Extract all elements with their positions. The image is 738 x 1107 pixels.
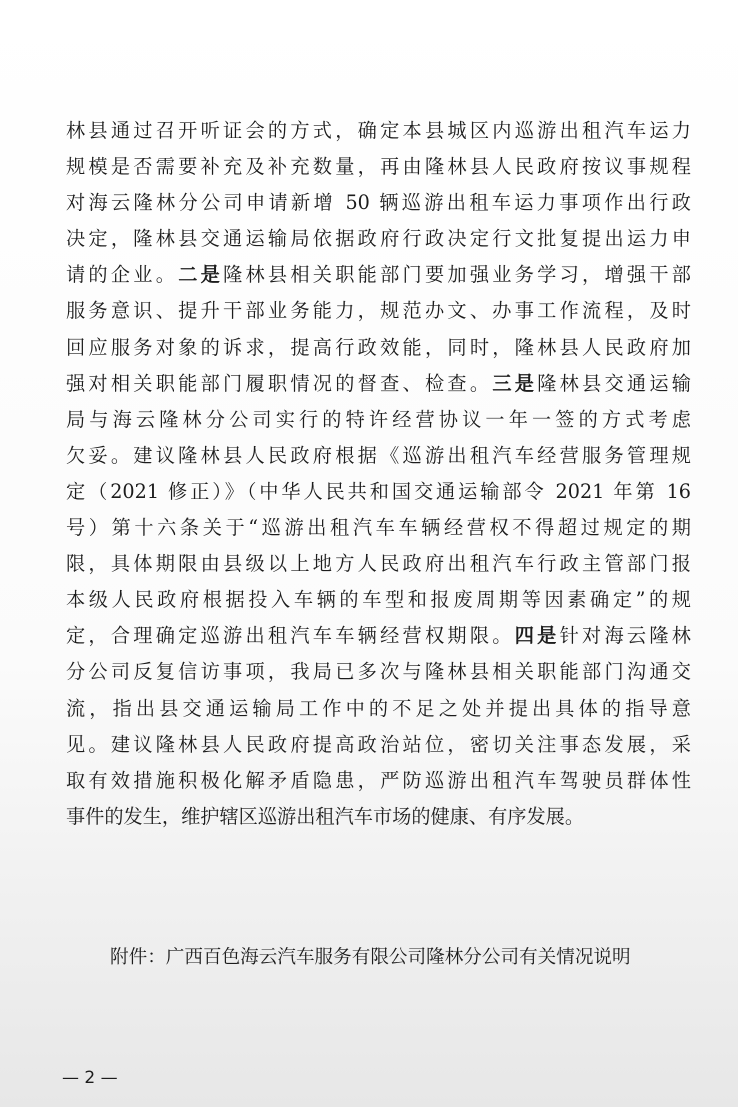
page-number: — 2 — <box>62 1068 118 1088</box>
text-line: 号）第十六条关于“巡游出租汽车车辆经营权不得超过规定的期 <box>66 516 691 540</box>
body-text <box>66 113 691 835</box>
text-line: 见。建议隆林县人民政府提高政治站位，密切关注事态发展，采 <box>66 732 691 756</box>
text-segment: 隆林县交通运输 <box>537 371 691 395</box>
bold-ordinal-marker: 四是 <box>514 624 560 648</box>
attachment-note: 附件：广西百色海云汽车服务有限公司隆林分公司有关情况说明 <box>110 947 631 968</box>
bold-ordinal-marker: 三是 <box>492 371 538 395</box>
text-segment: 请的企业。 <box>66 263 179 287</box>
text-line: 规模是否需要补充及补充数量，再由隆林县人民政府按议事规程 <box>66 155 691 179</box>
text-line: 本级人民政府根据投入车辆的车型和报废周期等因素确定”的规 <box>66 588 691 612</box>
text-segment: 强对相关职能部门履职情况的督查、检查。 <box>66 371 493 395</box>
text-segment: 定，合理确定巡游出租汽车车辆经营权期限。 <box>66 624 515 648</box>
text-line: 分公司反复信访事项，我局已多次与隆林县相关职能部门沟通交 <box>66 660 691 684</box>
text-line: 回应服务对象的诉求，提高行政效能，同时，隆林县人民政府加 <box>66 335 691 359</box>
text-segment: 隆林县相关职能部门要加强业务学习，增强干部 <box>223 263 691 287</box>
text-segment: 针对海云隆林 <box>559 624 691 648</box>
text-line: 限，具体期限由县级以上地方人民政府出租汽车行政主管部门报 <box>66 552 691 576</box>
text-line <box>66 257 691 293</box>
text-line: 事件的发生，维护辖区巡游出租汽车市场的健康、有序发展。 <box>66 804 585 828</box>
text-line: 决定，隆林县交通运输局依据政府行政决定行文批复提出运力申 <box>66 227 691 251</box>
text-line: 流，指出县交通运输局工作中的不足之处并提出具体的指导意 <box>66 696 691 720</box>
text-line: 对海云隆林分公司申请新增 50 辆巡游出租车运力事项作出行政 <box>66 191 691 215</box>
text-line: 局与海云隆林分公司实行的特许经营协议一年一签的方式考虑 <box>66 407 691 431</box>
text-line <box>66 366 691 402</box>
text-line: 欠妥。建议隆林县人民政府根据《巡游出租汽车经营服务管理规 <box>66 443 691 467</box>
text-line: 林县通过召开听证会的方式，确定本县城区内巡游出租汽车运力 <box>66 119 691 142</box>
bold-ordinal-marker: 二是 <box>178 263 224 287</box>
text-line <box>66 618 691 654</box>
text-line: 定（2021 修正）》（中华人民共和国交通运输部令 2021 年第 16 <box>66 479 691 503</box>
text-line: 服务意识、提升干部业务能力，规范办文、办事工作流程，及时 <box>66 299 691 323</box>
text-line: 取有效措施积极化解矛盾隐患，严防巡游出租汽车驾驶员群体性 <box>66 768 691 792</box>
